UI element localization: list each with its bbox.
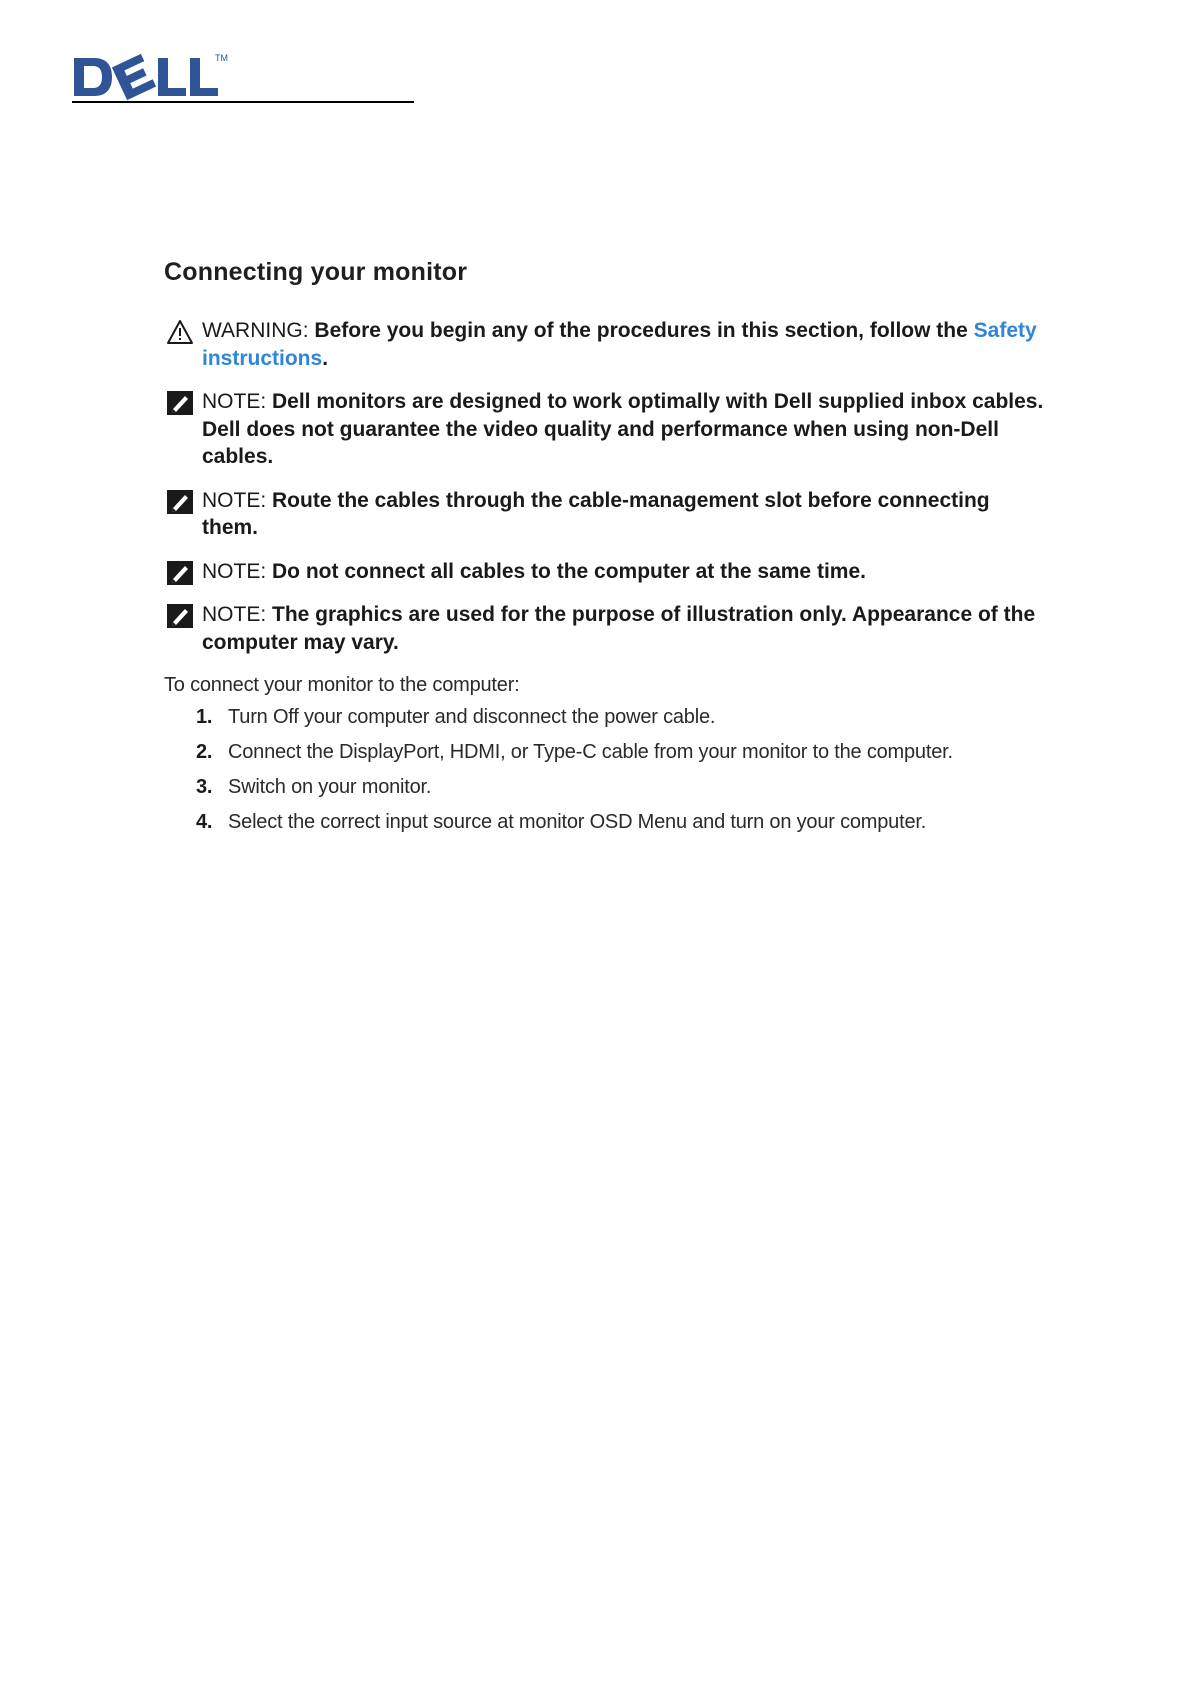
step-number: 2. <box>196 741 213 763</box>
safety-instructions-link[interactable]: Safety instructions <box>202 319 1037 370</box>
warning-label: WARNING: <box>202 319 309 342</box>
logo-tm: TM <box>215 53 228 63</box>
note-pencil-icon <box>166 559 194 587</box>
dell-logo <box>72 50 232 102</box>
note-label: NOTE: <box>202 390 267 413</box>
warning-triangle-icon <box>166 318 194 346</box>
note-label: NOTE: <box>202 603 267 626</box>
step-item <box>164 738 1044 766</box>
step-text: Turn Off your computer and disconnect the power cable. <box>228 706 716 728</box>
step-item <box>164 703 1044 731</box>
note-text: Route the cables through the cable-management slot before connecting them. <box>202 488 990 539</box>
step-text: Switch on your monitor. <box>228 776 432 798</box>
note-3 <box>164 558 1044 586</box>
warning-notice <box>164 317 1044 372</box>
step-number: 4. <box>196 811 213 833</box>
note-4 <box>164 601 1044 656</box>
step-text: Select the correct input source at monitor OSD Menu and turn on your computer. <box>228 811 927 833</box>
step-number: 1. <box>196 706 213 728</box>
note-2 <box>164 487 1044 542</box>
step-item <box>164 808 1044 836</box>
page-title: Connecting your monitor <box>164 258 468 286</box>
steps-list <box>164 703 1044 836</box>
note-pencil-icon <box>166 488 194 516</box>
note-1 <box>164 388 1044 471</box>
step-item <box>164 773 1044 801</box>
note-label: NOTE: <box>202 559 267 583</box>
note-text: The graphics are used for the purpose of illustration only. Appearance of the computer may vary. <box>202 603 1036 654</box>
note-label: NOTE: <box>202 488 267 512</box>
note-pencil-icon <box>166 602 194 630</box>
warning-text: Before you begin any of the procedures in this section, follow the <box>308 319 974 342</box>
main-content <box>164 258 1044 843</box>
header-rule <box>72 101 414 103</box>
step-text: Connect the DisplayPort, HDMI, or Type-C cable from your monitor to the computer. <box>228 741 953 763</box>
note-text: Dell monitors are designed to work optimally with Dell supplied inbox cables. Dell does not guarantee the video quality and performance when using non-Dell cables. <box>202 390 1044 468</box>
note-text: Do not connect all cables to the computer at the same time. <box>266 559 866 583</box>
warning-tail: . <box>322 346 329 370</box>
step-number: 3. <box>196 776 213 798</box>
steps-intro: To connect your monitor to the computer: <box>164 674 520 696</box>
note-pencil-icon <box>166 389 194 417</box>
